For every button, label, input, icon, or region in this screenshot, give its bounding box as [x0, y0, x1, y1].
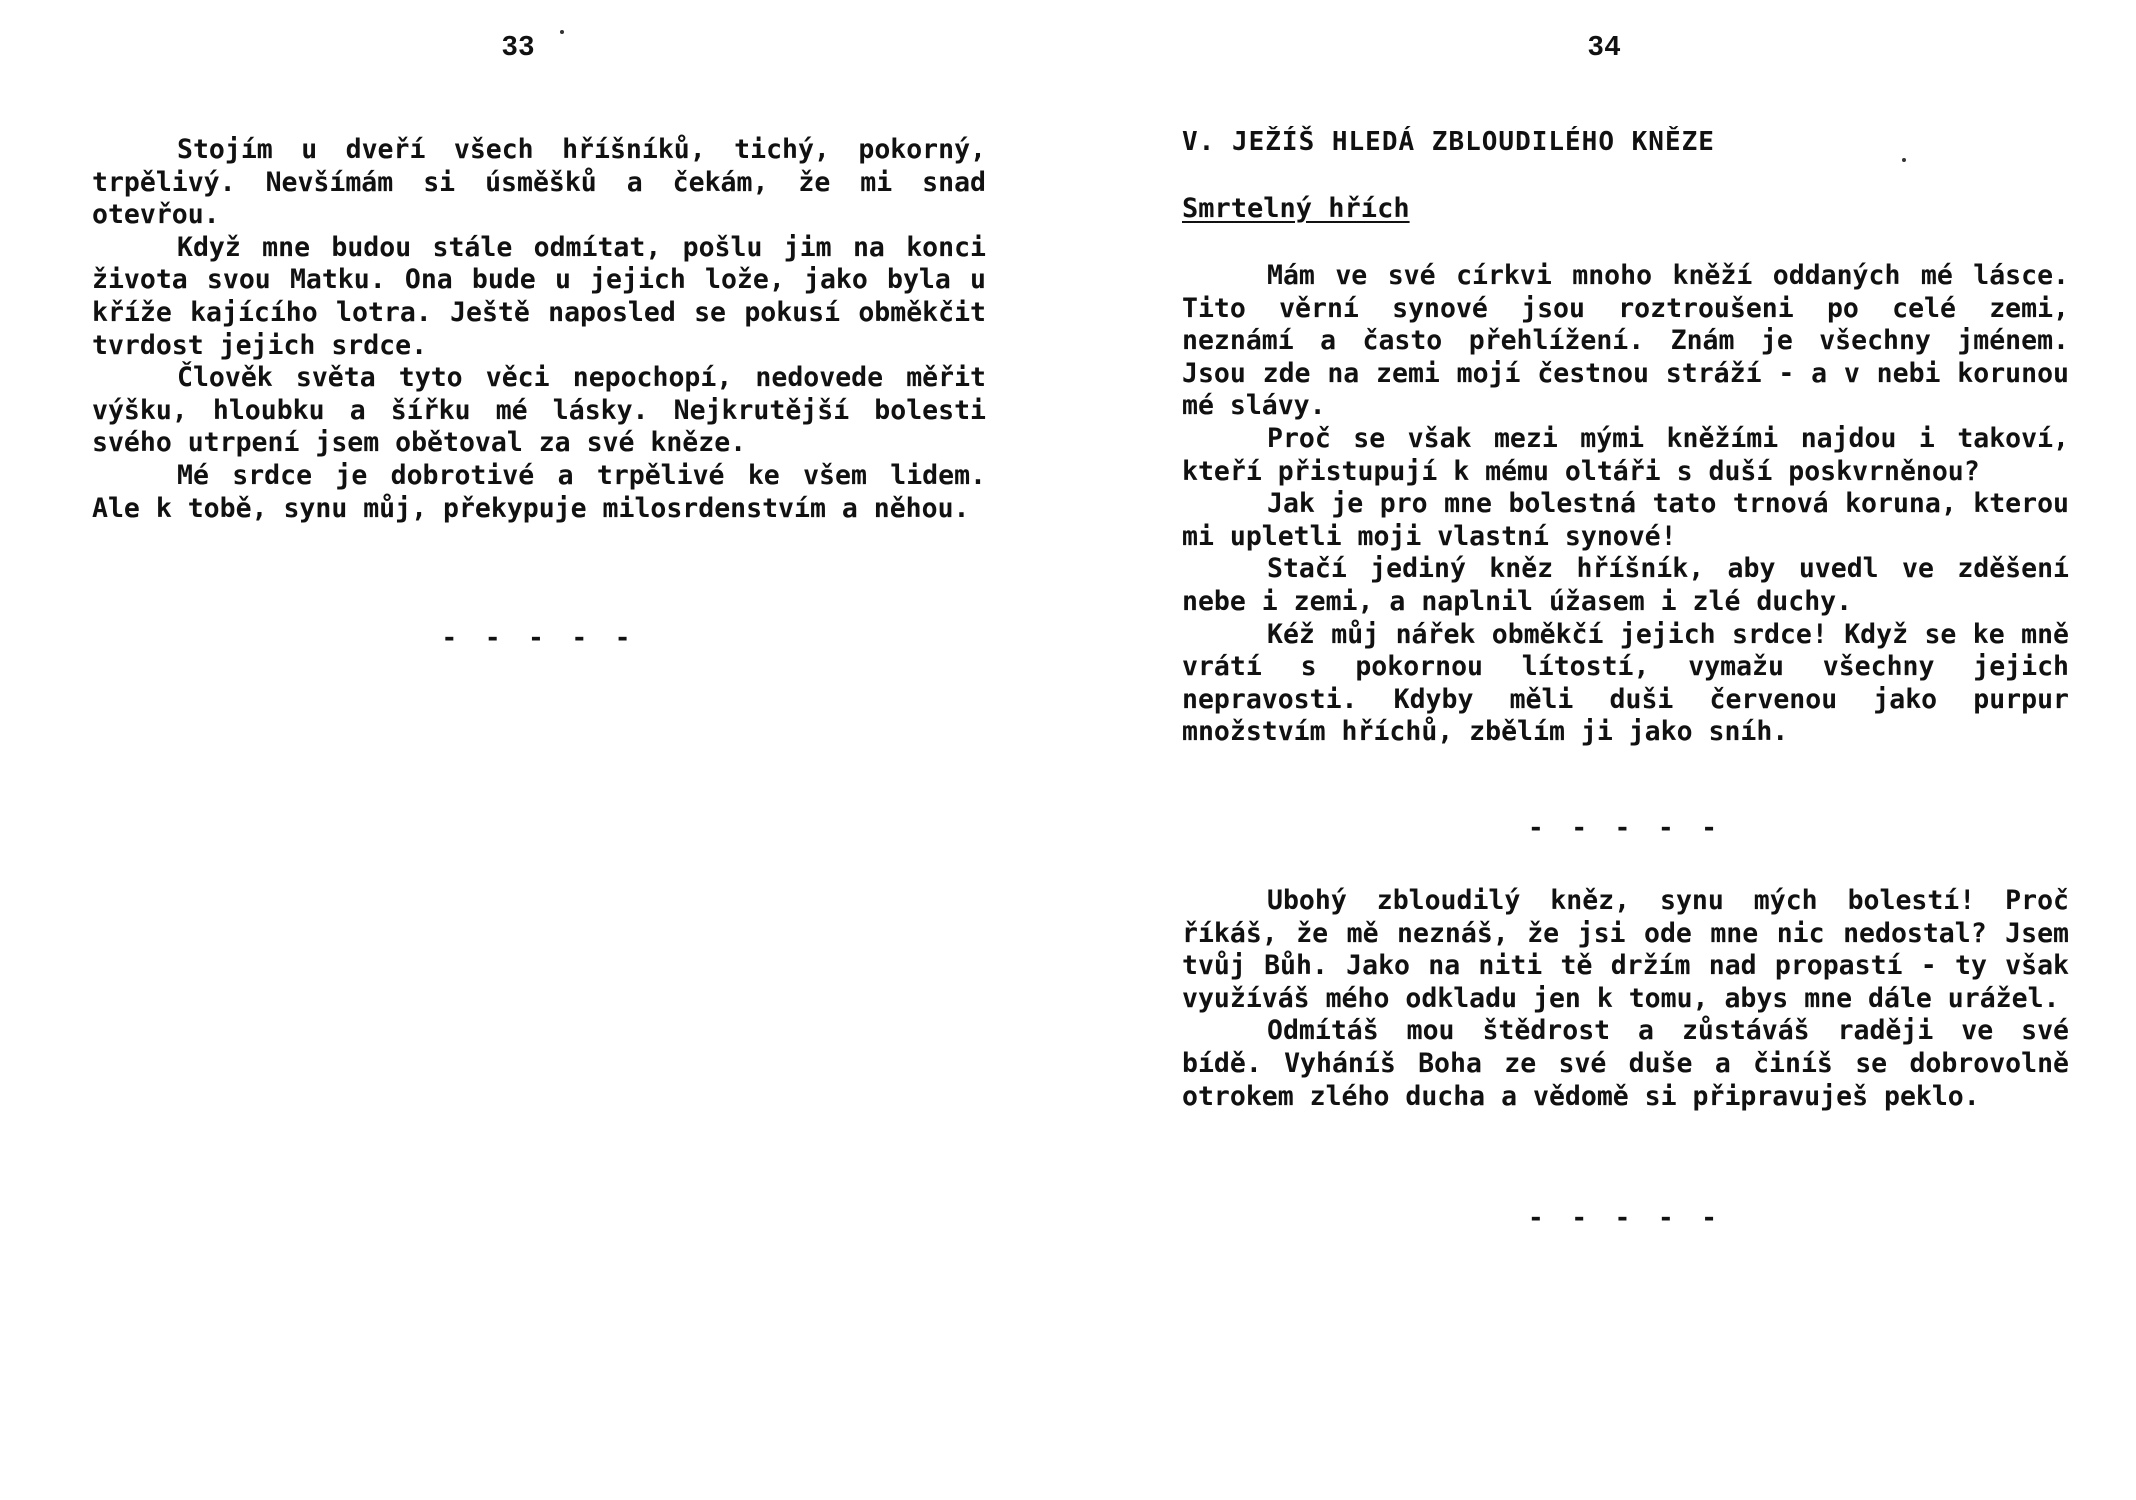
- paragraph: Kéž můj nářek obměkčí jejich srdce! Když se ke mně vrátí s pokornou lítostí, vymažu všechny jejich nepravosti. Kdyby měli duši červenou jako purpur množstvím hříchů, zbělím ji jako sníh.: [1182, 618, 2069, 748]
- right-page: [1182, 0, 2069, 1500]
- paragraph: Člověk světa tyto věci nepochopí, nedovede měřit výšku, hloubku a šířku mé lásky. Nejkrutější bolesti svého utrpení jsem obětoval za své kněze.: [92, 362, 986, 459]
- left-page-body: [92, 134, 986, 525]
- right-page-body-1: [1182, 260, 2069, 749]
- paragraph: Proč se však mezi mými kněžími najdou i takoví, kteří přistupují k mému oltáři s duší poskvrněnou?: [1182, 422, 2069, 487]
- stray-mark: [1902, 158, 1906, 162]
- section-separator: - - - - -: [441, 623, 637, 653]
- paragraph: Mé srdce je dobrotivé a trpělivé ke všem lidem. Ale k tobě, synu můj, překypuje milosrdenstvím a něhou.: [92, 459, 986, 524]
- section-separator: - - - - -: [1528, 1203, 1723, 1233]
- paragraph: Mám ve své církvi mnoho kněží oddaných mé lásce. Tito věrní synové jsou roztroušeni po celé zemi, neznámí a často přehlížení. Znám je všechny jménem. Jsou zde na zemi mojí čestnou stráží - a v nebi korunou mé slávy.: [1182, 260, 2069, 422]
- paragraph: Odmítáš mou štědrost a zůstáváš raději ve své bídě. Vyháníš Boha ze své duše a činíš se dobrovolně otrokem zlého ducha a vědomě si připravuješ peklo.: [1182, 1015, 2069, 1112]
- paragraph: Jak je pro mne bolestná tato trnová koruna, kterou mi upletli moji vlastní synové!: [1182, 488, 2069, 552]
- paragraph: Ubohý zbloudilý kněz, synu mých bolestí! Proč říkáš, že mě neznáš, že jsi ode mne nic nedostal? Jsem tvůj Bůh. Jako na niti tě držím nad propastí - ty však využíváš mého odkladu jen k tomu, abys mne dále urážel.: [1182, 885, 2069, 1014]
- paragraph: Stojím u dveří všech hříšníků, tichý, pokorný, trpělivý. Nevšímám si úsměšků a čekám, že mi snad otevřou.: [92, 134, 986, 231]
- paragraph: Stačí jediný kněz hříšník, aby uvedl ve zděšení nebe i zemi, a naplnil úžasem i zlé duchy.: [1182, 553, 2069, 617]
- section-heading: Smrtelný hřích: [1182, 193, 1410, 224]
- stray-mark: [560, 30, 564, 34]
- right-page-body-2: [1182, 885, 2069, 1113]
- chapter-title: V. JEŽÍŠ HLEDÁ ZBLOUDILÉHO KNĚZE: [1182, 127, 1715, 157]
- left-page: [92, 0, 986, 1500]
- page-number-right: 34: [1588, 30, 1622, 61]
- paragraph: Když mne budou stále odmítat, pošlu jim na konci života svou Matku. Ona bude u jejich lože, jako byla u kříže kajícího lotra. Ještě naposled se pokusí obměkčit tvrdost jejich srdce.: [92, 231, 986, 361]
- section-separator: - - - - -: [1528, 813, 1723, 843]
- page-number-left: 33: [502, 30, 536, 61]
